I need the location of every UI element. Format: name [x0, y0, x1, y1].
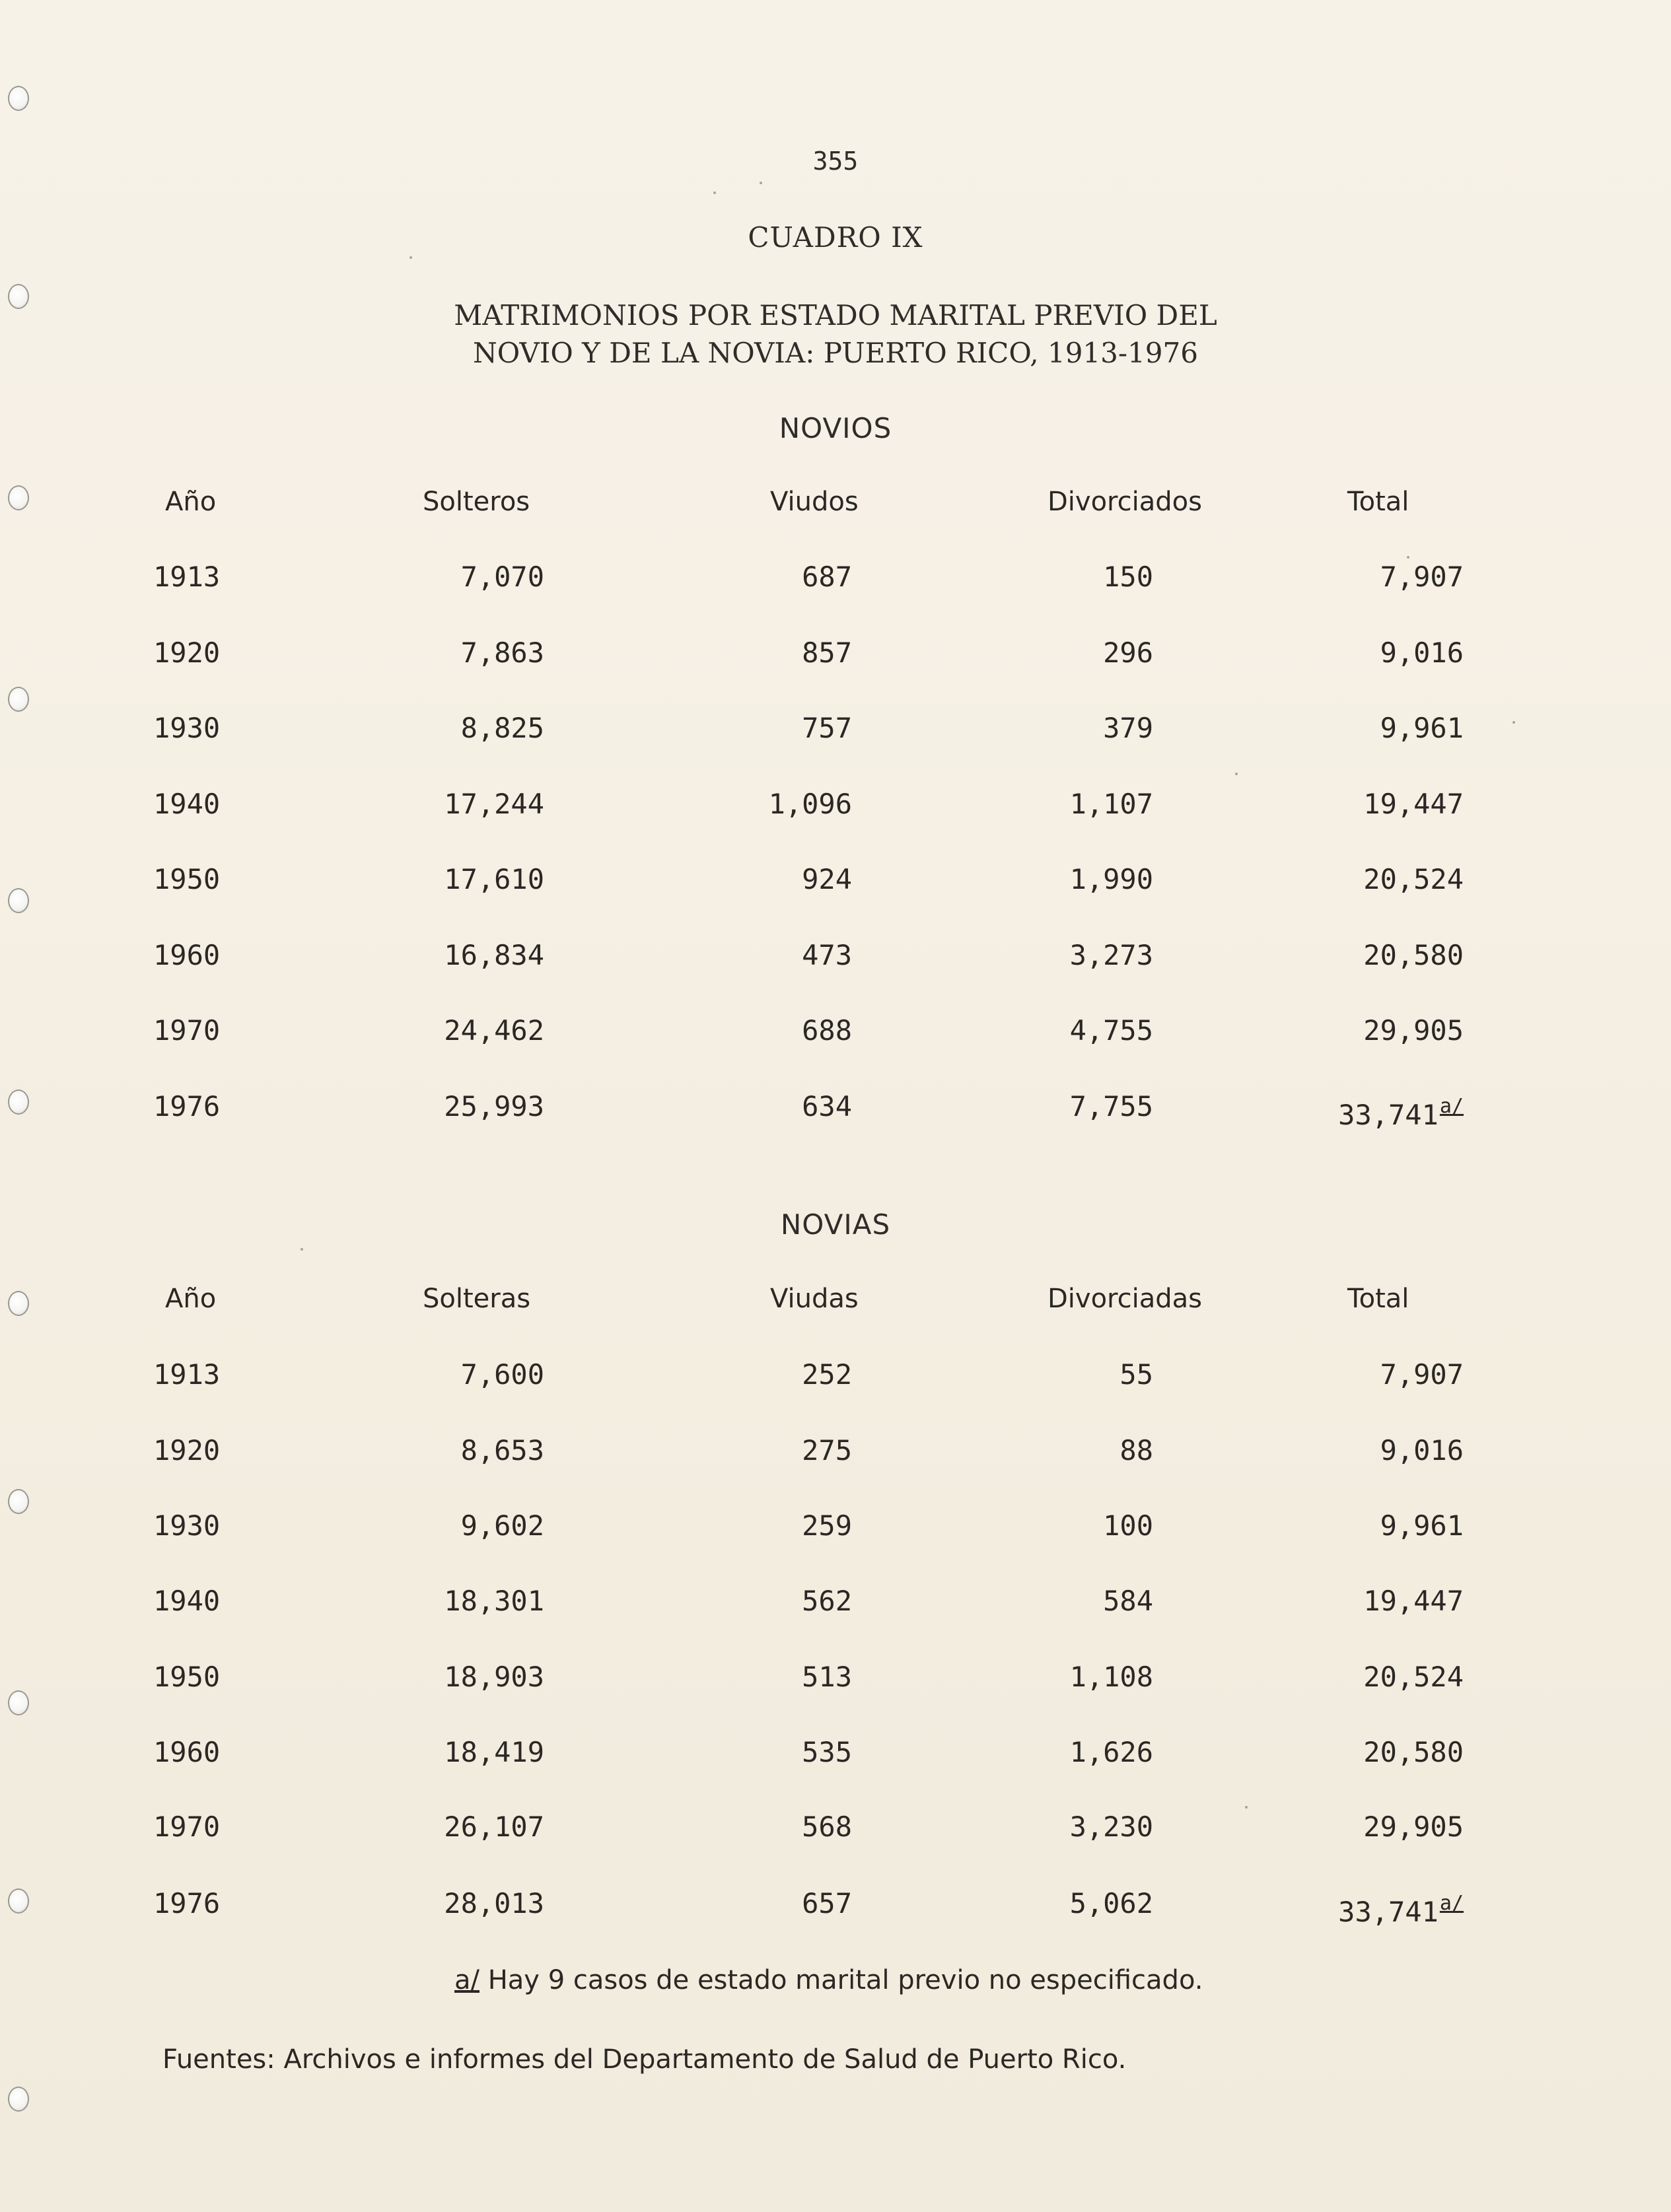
value-cell: 9,602	[460, 1509, 544, 1542]
table-row	[0, 1506, 1671, 1546]
column-header: Año	[165, 487, 217, 517]
table-row	[0, 1733, 1671, 1772]
value-cell: 252	[802, 1358, 852, 1391]
value-cell: 275	[802, 1434, 852, 1467]
value-cell: 535	[802, 1736, 852, 1768]
total-cell: 7,907	[1380, 1358, 1464, 1391]
value-cell: 1,108	[1069, 1661, 1153, 1693]
value-cell: 924	[802, 863, 852, 895]
title-line-1: MATRIMONIOS POR ESTADO MARITAL PREVIO DEL	[454, 299, 1217, 331]
value-cell: 562	[802, 1585, 852, 1617]
value-cell: 5,062	[1069, 1887, 1153, 1919]
column-header: Viudas	[770, 1284, 859, 1314]
value-cell: 100	[1103, 1509, 1153, 1542]
year-cell: 1930	[153, 712, 221, 744]
value-cell: 17,610	[444, 863, 544, 895]
table-header-row	[0, 482, 1671, 522]
year-cell: 1976	[153, 1090, 221, 1123]
table-row	[0, 860, 1671, 899]
value-cell: 4,755	[1069, 1014, 1153, 1047]
year-cell: 1970	[153, 1811, 221, 1843]
value-cell: 24,462	[444, 1014, 544, 1047]
value-cell: 26,107	[444, 1811, 544, 1843]
value-cell: 7,070	[460, 561, 544, 593]
total-cell	[1295, 1087, 1464, 1135]
value-cell: 3,230	[1069, 1811, 1153, 1843]
table-row	[0, 1087, 1671, 1131]
value-cell: 7,600	[460, 1358, 544, 1391]
year-cell: 1960	[153, 939, 221, 971]
total-cell: 20,524	[1363, 863, 1464, 895]
value-cell: 568	[802, 1811, 852, 1843]
section-heading-novios: NOVIOS	[779, 412, 892, 444]
value-cell: 379	[1103, 712, 1153, 744]
sources-note: Fuentes: Archivos e informes del Departamento de Salud de Puerto Rico.	[162, 2044, 1127, 2075]
column-header: Divorciadas	[1048, 1284, 1202, 1314]
column-header: Año	[165, 1284, 217, 1314]
value-cell: 18,419	[444, 1736, 544, 1768]
table-header-row	[0, 1279, 1671, 1319]
value-cell: 757	[802, 712, 852, 744]
table-row	[0, 1431, 1671, 1470]
page-number: 355	[812, 147, 859, 176]
value-cell: 1,990	[1069, 863, 1153, 895]
table-row	[0, 1884, 1671, 1928]
column-header: Total	[1347, 487, 1409, 517]
total-cell	[1295, 1884, 1464, 1932]
binder-hole	[8, 2087, 29, 2112]
table-row	[0, 1355, 1671, 1395]
footnote-text: Hay 9 casos de estado marital previo no especificado.	[487, 1965, 1203, 1995]
column-header: Divorciados	[1048, 487, 1202, 517]
year-cell: 1913	[153, 561, 221, 593]
year-cell: 1930	[153, 1509, 221, 1542]
total-cell: 9,016	[1380, 1434, 1464, 1467]
year-cell: 1920	[153, 1434, 221, 1467]
footnote-reference: a/	[1439, 1892, 1464, 1915]
value-cell: 28,013	[444, 1887, 544, 1919]
section-heading-novias: NOVIAS	[780, 1208, 891, 1241]
year-cell: 1920	[153, 637, 221, 669]
total-cell: 20,580	[1363, 1736, 1464, 1768]
value-cell: 657	[802, 1887, 852, 1919]
value-cell: 634	[802, 1090, 852, 1123]
value-cell: 513	[802, 1661, 852, 1693]
year-cell: 1940	[153, 788, 221, 820]
year-cell: 1940	[153, 1585, 221, 1617]
value-cell: 857	[802, 637, 852, 669]
value-cell: 55	[1120, 1358, 1153, 1391]
total-cell: 9,016	[1380, 637, 1464, 669]
total-cell: 19,447	[1363, 788, 1464, 820]
table-row	[0, 936, 1671, 975]
total-cell: 20,524	[1363, 1661, 1464, 1693]
table-row	[0, 1657, 1671, 1697]
value-cell: 1,107	[1069, 788, 1153, 820]
total-cell: 29,905	[1363, 1811, 1464, 1843]
value-cell: 88	[1120, 1434, 1153, 1467]
year-cell: 1913	[153, 1358, 221, 1391]
binder-hole	[8, 86, 29, 111]
total-value: 33,741	[1338, 1896, 1439, 1928]
year-cell: 1960	[153, 1736, 221, 1768]
total-cell: 29,905	[1363, 1014, 1464, 1047]
value-cell: 8,653	[460, 1434, 544, 1467]
year-cell: 1950	[153, 863, 221, 895]
value-cell: 688	[802, 1014, 852, 1047]
column-header: Solteras	[423, 1284, 531, 1314]
year-cell: 1976	[153, 1887, 221, 1919]
table-row	[0, 709, 1671, 748]
table-row	[0, 1581, 1671, 1621]
total-cell: 9,961	[1380, 1509, 1464, 1542]
value-cell: 1,096	[768, 788, 852, 820]
total-cell: 9,961	[1380, 712, 1464, 744]
column-header: Viudos	[770, 487, 859, 517]
value-cell: 259	[802, 1509, 852, 1542]
column-header: Solteros	[423, 487, 530, 517]
table-row	[0, 1011, 1671, 1051]
total-cell: 19,447	[1363, 1585, 1464, 1617]
value-cell: 8,825	[460, 712, 544, 744]
value-cell: 16,834	[444, 939, 544, 971]
value-cell: 150	[1103, 561, 1153, 593]
footnote-reference: a/	[1439, 1095, 1464, 1118]
value-cell: 17,244	[444, 788, 544, 820]
table-row	[0, 1807, 1671, 1847]
footnote	[454, 1965, 1203, 1995]
column-header: Total	[1347, 1284, 1409, 1314]
year-cell: 1950	[153, 1661, 221, 1693]
value-cell: 25,993	[444, 1090, 544, 1123]
value-cell: 1,626	[1069, 1736, 1153, 1768]
value-cell: 584	[1103, 1585, 1153, 1617]
footnote-mark: a/	[454, 1965, 480, 1995]
table-row	[0, 557, 1671, 597]
total-value: 33,741	[1338, 1099, 1439, 1131]
value-cell: 7,863	[460, 637, 544, 669]
value-cell: 3,273	[1069, 939, 1153, 971]
value-cell: 18,903	[444, 1661, 544, 1693]
total-cell: 20,580	[1363, 939, 1464, 971]
title-line-2: NOVIO Y DE LA NOVIA: PUERTO RICO, 1913-1976	[473, 337, 1198, 369]
table-row	[0, 633, 1671, 673]
value-cell: 473	[802, 939, 852, 971]
total-cell: 7,907	[1380, 561, 1464, 593]
value-cell: 687	[802, 561, 852, 593]
table-label: CUADRO IX	[748, 221, 923, 254]
value-cell: 18,301	[444, 1585, 544, 1617]
value-cell: 7,755	[1069, 1090, 1153, 1123]
table-row	[0, 784, 1671, 824]
value-cell: 296	[1103, 637, 1153, 669]
year-cell: 1970	[153, 1014, 221, 1047]
